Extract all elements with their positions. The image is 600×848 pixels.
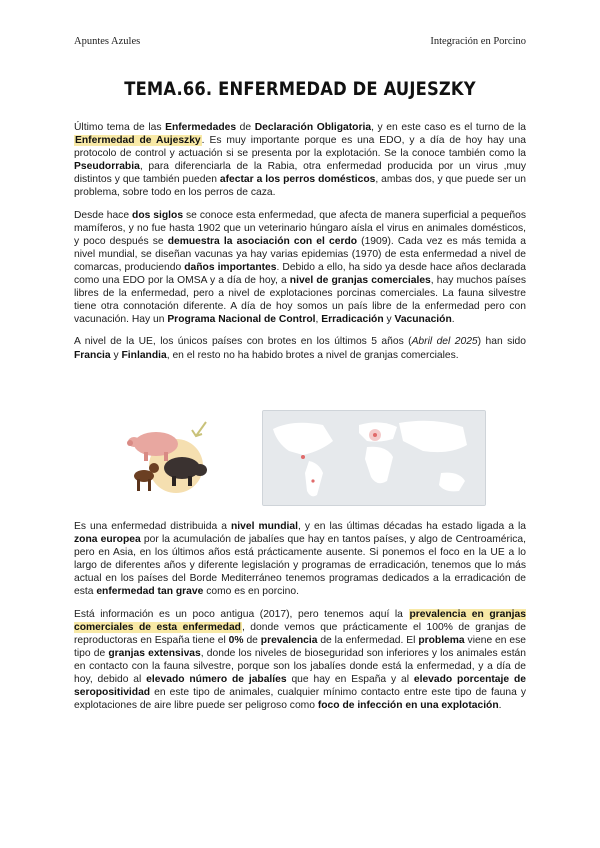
paragraph-prevalence: Está información es un poco antigua (2017), pero tenemos aquí la prevalencia en granjas comerciales de esta enfermedad, donde vemos que prácticamente el 100% de granjas de reproductoras en España tiene el 0% de prevalencia de la enfermedad. El problema viene en ese tipo de granjas extensivas, donde los niveles de bioseguridad son inferiores y los animales están en contacto con la fauna silvestre, porque son los jabalíes donde está la enfermedad, y a día de hoy, debido al elevado número de jabalíes que hay en España y al elevado porcentaje de seropositividad en este tipo de animales, cualquier mínimo contacto entre este tipo de fauna y explotaciones de aire libre puede ser peligroso como foco de infección en una explotación.: [74, 608, 527, 712]
body-top: [74, 121, 526, 371]
page-header: [74, 36, 526, 50]
body-bottom: [74, 520, 526, 721]
paragraph-distribution: Es una enfermedad distribuida a nivel mundial, y en las últimas décadas ha estado ligada a la zona europea por la acumulación de jabalíes que hay en tantos países, y algo de Centroamérica, pero en Asia, en los últimos años está prácticamente ausente. Si ponemos el foco en la UE a lo largo de diferentes años y diferente legislación y programas de erradicación, tenemos que lo más actual en los países del Borde Mediterráneo tenemos programas dedicados a la erradicación de esta enfermedad tan grave como es en porcino.: [74, 521, 526, 598]
world-outbreak-map: [262, 410, 486, 506]
paragraph-intro: Último tema de las Enfermedades de Declaración Obligatoria, y en este caso es el turno de la Enfermedad de Aujeszky. Es muy importante porque es una EDO, y a día de hoy hay una protocolo de control y actuación si se presenta por la explotación. Se la conoce también como la Pseudorrabia, para diferenciarla de la Rabia, otra enfermedad producida por un virus ,muy distintos y que también pueden afectar a los perros domésticos, ambas dos, y que puede ser un problema, sobre todo en los perros de caza.: [74, 122, 526, 199]
header-left: Apuntes Azules: [74, 36, 141, 47]
paragraph-eu-outbreaks: A nivel de la UE, los únicos países con brotes en los últimos 5 años (Abril del 2025) han sido Francia y Finlandia, en el resto no ha habido brotes a nivel de granjas comerciales.: [74, 336, 526, 361]
paragraph-history: Desde hace dos siglos se conoce esta enfermedad, que afecta de manera superficial a pequeños mamíferos, y no fue hasta 1902 que un veterinario húngaro aísla el virus en animales domésticos, y poco después se demuestra la asociación con el cerdo (1909). Cada vez es más temida a nivel mundial, se diseñan vacunas ya hay varias epidemias (1970) de esta enfermedad a nivel de comarcas, produciendo daños importantes. Debido a ello, ha sido ya desde hace años declarada como una EDO por la OMSA y a día de hoy, a nivel de granjas comerciales, hay muchos países libres de la enfermedad, pero a nivel de explotaciones porcinas comerciales. La fauna silvestre tiene otra connotación diferente. A día de hoy somos un país libre de la enfermedad pero con vacunación. Hay un Programa Nacional de Control, Erradicación y Vacunación.: [74, 209, 526, 326]
pig-boar-dog-illustration: [120, 416, 220, 502]
header-right: Integración en Porcino: [430, 36, 526, 47]
page-title: TEMA.66. ENFERMEDAD DE AUJESZKY: [124, 78, 476, 100]
